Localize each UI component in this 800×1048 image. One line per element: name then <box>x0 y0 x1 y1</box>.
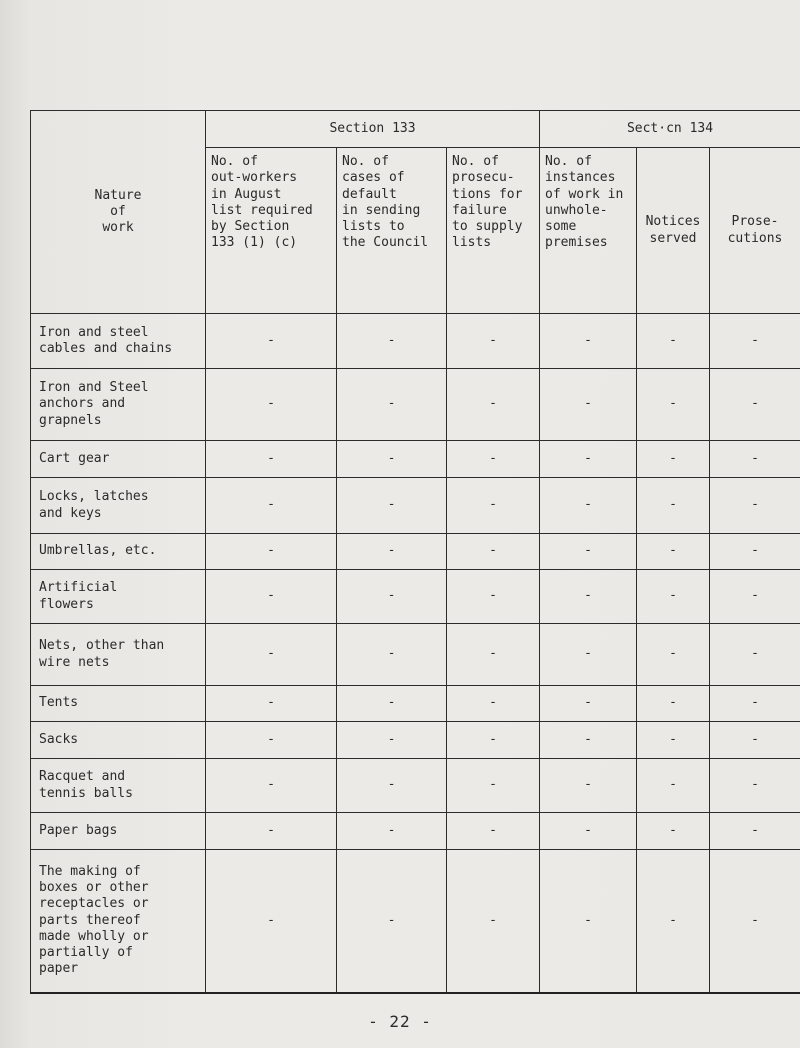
table-cell: - <box>337 813 447 850</box>
table-cell: - <box>637 478 710 534</box>
table-cell: - <box>447 314 540 369</box>
col-header-default-cases: No. of cases of default in sending lists to the Council <box>337 148 447 314</box>
nature-of-work-header-text: Nature of work <box>94 187 142 236</box>
table-cell: - <box>206 722 337 759</box>
table-cell: - <box>540 850 637 993</box>
table-cell: - <box>447 813 540 850</box>
table-cell: - <box>710 441 800 478</box>
section-134-header: Sect·cn 134 <box>540 111 800 148</box>
page-number: - 22 - <box>368 1012 432 1031</box>
table-cell: - <box>337 534 447 570</box>
table-cell: - <box>447 686 540 722</box>
table-cell: - <box>337 314 447 369</box>
col-header-notices-served: Notices served <box>637 148 710 314</box>
table-cell: - <box>540 813 637 850</box>
table-cell: - <box>637 686 710 722</box>
table-cell: - <box>710 570 800 624</box>
table-row <box>31 478 800 534</box>
table-cell: - <box>710 722 800 759</box>
table-cell: - <box>710 624 800 686</box>
table-cell: - <box>337 759 447 813</box>
row-label: Umbrellas, etc. <box>31 534 206 570</box>
section-133-header: Section 133 <box>206 111 540 148</box>
table-cell: - <box>206 369 337 441</box>
table-cell: - <box>337 624 447 686</box>
table-cell: - <box>337 478 447 534</box>
row-label: Nets, other than wire nets <box>31 624 206 686</box>
table-cell: - <box>710 850 800 993</box>
table-cell: - <box>206 478 337 534</box>
table-cell: - <box>710 314 800 369</box>
table-cell: - <box>540 314 637 369</box>
table-cell: - <box>540 441 637 478</box>
table-cell: - <box>637 534 710 570</box>
nature-of-work-header <box>31 111 206 314</box>
table-cell: - <box>710 369 800 441</box>
table-row <box>31 570 800 624</box>
row-label: Iron and Steel anchors and grapnels <box>31 369 206 441</box>
table-cell: - <box>337 686 447 722</box>
table-cell: - <box>447 850 540 993</box>
header-row-sections <box>31 111 800 148</box>
table-cell: - <box>337 722 447 759</box>
table-cell: - <box>710 534 800 570</box>
table-cell: - <box>540 369 637 441</box>
table-cell: - <box>206 534 337 570</box>
table-cell: - <box>637 369 710 441</box>
table-cell: - <box>337 850 447 993</box>
table-row <box>31 686 800 722</box>
table-row <box>31 759 800 813</box>
table-row <box>31 722 800 759</box>
table-cell: - <box>447 534 540 570</box>
row-label: Tents <box>31 686 206 722</box>
table-cell: - <box>206 813 337 850</box>
table-cell: - <box>337 570 447 624</box>
row-label: Paper bags <box>31 813 206 850</box>
table-cell: - <box>637 759 710 813</box>
table-cell: - <box>206 441 337 478</box>
table-cell: - <box>710 759 800 813</box>
row-label: The making of boxes or other receptacles or parts thereof made wholly or partially of paper <box>31 850 206 993</box>
table-cell: - <box>540 478 637 534</box>
table-cell: - <box>637 441 710 478</box>
table-cell: - <box>710 686 800 722</box>
row-label: Iron and steel cables and chains <box>31 314 206 369</box>
table-row <box>31 813 800 850</box>
row-label: Sacks <box>31 722 206 759</box>
table-cell: - <box>540 534 637 570</box>
table-cell: - <box>206 570 337 624</box>
table-cell: - <box>337 441 447 478</box>
table-cell: - <box>447 369 540 441</box>
row-label: Racquet and tennis balls <box>31 759 206 813</box>
row-label: Cart gear <box>31 441 206 478</box>
table-cell: - <box>206 850 337 993</box>
table-cell: - <box>540 722 637 759</box>
table-row <box>31 534 800 570</box>
table-cell: - <box>447 722 540 759</box>
table-row <box>31 441 800 478</box>
table-cell: - <box>447 441 540 478</box>
col-header-outworkers: No. of out-workers in August list required by Section 133 (1) (c) <box>206 148 337 314</box>
table-cell: - <box>447 624 540 686</box>
outworkers-table <box>30 110 800 994</box>
table-cell: - <box>637 624 710 686</box>
col-header-unwholesome-premises: No. of instances of work in unwhole- some premises <box>540 148 637 314</box>
table-cell: - <box>447 478 540 534</box>
row-label: Artificial flowers <box>31 570 206 624</box>
table-row <box>31 624 800 686</box>
table-cell: - <box>206 686 337 722</box>
table-cell: - <box>637 850 710 993</box>
table-cell: - <box>447 759 540 813</box>
table-row <box>31 314 800 369</box>
table-cell: - <box>540 759 637 813</box>
col-header-prosecutions-failure: No. of prosecu- tions for failure to supply lists <box>447 148 540 314</box>
table-cell: - <box>710 813 800 850</box>
table-cell: - <box>540 624 637 686</box>
table-cell: - <box>710 478 800 534</box>
table-row <box>31 850 800 993</box>
table-cell: - <box>206 624 337 686</box>
table-cell: - <box>540 570 637 624</box>
table-cell: - <box>447 570 540 624</box>
table-cell: - <box>206 314 337 369</box>
table-cell: - <box>540 686 637 722</box>
table-cell: - <box>637 314 710 369</box>
row-label: Locks, latches and keys <box>31 478 206 534</box>
table-cell: - <box>637 722 710 759</box>
table-cell: - <box>637 813 710 850</box>
table-row <box>31 369 800 441</box>
col-header-prosecutions: Prose- cutions <box>710 148 800 314</box>
table-cell: - <box>337 369 447 441</box>
table-cell: - <box>206 759 337 813</box>
table-cell: - <box>637 570 710 624</box>
